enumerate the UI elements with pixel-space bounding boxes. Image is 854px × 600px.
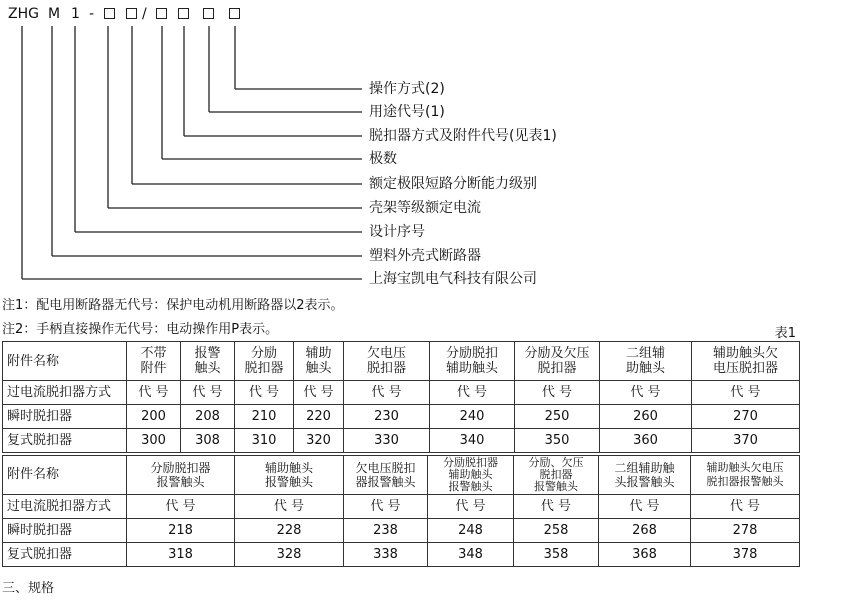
label-breaking-level: 额定极限短路分断能力级别 — [369, 176, 537, 192]
accessory-code-table-2 — [2, 455, 800, 567]
table-row: 过电流脱扣器方式 代 号 代 号 代 号 代 号 代 号 代 号 代 号 代 号 代 号 — [3, 381, 800, 405]
label-company: 上海宝凯电气科技有限公司 — [369, 271, 537, 287]
section-title: 三、规格 — [2, 581, 55, 596]
col-shunt-alarm: 分励脱扣器 报警触头 — [127, 456, 235, 495]
label-poles: 极数 — [369, 151, 397, 167]
code-slash: / — [142, 6, 147, 22]
label-usage-code: 用途代号(1) — [369, 104, 445, 120]
label-operation-mode: 操作方式(2) — [369, 81, 445, 97]
label-breaker-type: 塑料外壳式断路器 — [369, 248, 481, 264]
col-undervoltage-alarm: 欠电压脱扣 器报警触头 — [344, 456, 428, 495]
col-aux-contact: 辅助 触头 — [294, 342, 344, 381]
table-row: 瞬时脱扣器 200 208 210 220 230 240 250 260 270 — [3, 405, 800, 429]
table-row: 复式脱扣器 318 328 338 348 358 368 378 — [3, 543, 800, 567]
label-release-code: 脱扣器方式及附件代号(见表1) — [369, 128, 557, 144]
header-accessory-name: 附件名称 — [3, 342, 127, 381]
col-shunt-aux: 分励脱扣 辅助触头 — [430, 342, 515, 381]
col-shunt-release: 分励 脱扣器 — [235, 342, 294, 381]
col-aux-undervoltage: 辅助触头欠 电压脱扣器 — [692, 342, 800, 381]
col-aux-undervoltage-alarm: 辅助触头欠电压 脱扣器报警触头 — [691, 456, 800, 495]
code-1: 1 — [71, 6, 80, 22]
label-design-serial: 设计序号 — [369, 224, 425, 240]
table-header-row — [3, 456, 800, 495]
accessory-code-table-1 — [2, 341, 800, 453]
code-m: M — [48, 6, 61, 22]
col-two-aux: 二组辅 助触头 — [600, 342, 692, 381]
col-alarm-contact: 报警 触头 — [181, 342, 235, 381]
col-no-accessory: 不带 附件 — [127, 342, 181, 381]
col-aux-alarm: 辅助触头 报警触头 — [235, 456, 344, 495]
col-shunt-aux-alarm: 分励脱扣器 辅助触头 报警触头 — [428, 456, 514, 495]
col-shunt-undervoltage-alarm: 分励、欠压 脱扣器 报警触头 — [514, 456, 599, 495]
table-number: 表1 — [774, 326, 796, 341]
note-1: 注1：配电用断路器无代号：保护电动机用断路器以2表示。 — [2, 298, 344, 313]
header-accessory-name: 附件名称 — [3, 456, 127, 495]
code-dash: - — [89, 6, 95, 22]
table-row: 瞬时脱扣器 218 228 238 248 258 268 278 — [3, 519, 800, 543]
table-row: 过电流脱扣器方式 代 号 代 号 代 号 代 号 代 号 代 号 代 号 — [3, 495, 800, 519]
label-frame-current: 壳架等级额定电流 — [369, 200, 481, 216]
col-shunt-undervoltage: 分励及欠压 脱扣器 — [515, 342, 600, 381]
note-2: 注2：手柄直接操作无代号：电动操作用P表示。 — [2, 322, 279, 337]
table-header-row — [3, 342, 800, 381]
table-row: 复式脱扣器 300 308 310 320 330 340 350 360 370 — [3, 429, 800, 453]
col-two-aux-alarm: 二组辅助触 头报警触头 — [599, 456, 691, 495]
code-zhg: ZHG — [8, 6, 39, 22]
col-undervoltage-release: 欠电压 脱扣器 — [344, 342, 430, 381]
